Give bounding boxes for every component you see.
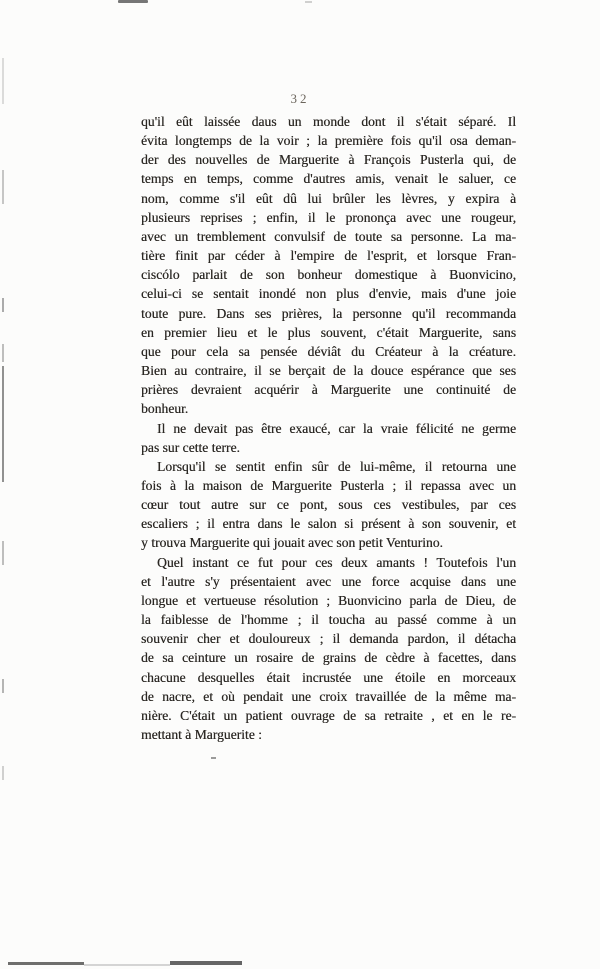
paragraph (141, 419, 516, 457)
text-line: qu'il eût laissée daus un monde dont il s'était séparé. Il (141, 114, 516, 129)
text-line: ciscólo parlait de son bonheur domestique à Buonvicino, (141, 267, 516, 283)
text-line: mettant à Marguerite : (141, 727, 262, 742)
scan-artifact-top-dot (305, 1, 312, 3)
scan-artifact-left-edge (2, 679, 4, 693)
scan-artifact-top-edge (118, 0, 148, 3)
text-line: et l'autre s'y présentaient avec une force acquise dans une (141, 573, 516, 589)
text-line: en premier lieu et le plus souvent, c'était Marguerite, sans (141, 324, 516, 340)
text-line: bonheur. (141, 401, 189, 417)
scan-artifact-left-edge (2, 366, 4, 482)
scan-artifact-bottom-line (84, 964, 170, 966)
text-line: souvenir cher et douloureux ; il demanda pardon, il détacha (141, 631, 516, 647)
text-line: nom, comme s'il eût dû lui brûler les lèvres, y expira à (141, 190, 516, 206)
text-line: celui-ci se sentait inondé non plus d'envie, mais d'une joie (141, 286, 516, 302)
scan-artifact-left-edge (2, 298, 4, 312)
text-line: de sa ceinture un rosaire de grains de cèdre à facettes, dans (141, 650, 516, 666)
text-line: chacune desquelles était incrustée une étoile en morceaux (141, 669, 516, 685)
text-line: longue et vertueuse résolution ; Buonvicino parla de Dieu, de (141, 592, 516, 608)
paragraph (141, 457, 516, 553)
body-text (141, 112, 516, 744)
paragraph (141, 553, 516, 745)
text-line: nière. C'était un patient ouvrage de sa retraite , et en le re- (141, 707, 516, 723)
scan-artifact-dash (211, 757, 216, 759)
text-line: tière finit par céder à l'empire de l'esprit, et lorsque Fran- (141, 248, 516, 264)
scan-artifact-bottom-line (170, 961, 242, 965)
scan-artifact-left-edge (2, 766, 4, 780)
text-line: de nacre, et où pendait une croix travaillée de la même ma- (141, 688, 516, 704)
text-line: prières devraient acquérir à Marguerite une continuité de (141, 382, 516, 398)
text-line: Bien au contraire, il se berçait de la douce espérance que ses (141, 363, 516, 379)
text-line: y trouva Marguerite qui jouait avec son petit Venturino. (141, 535, 443, 551)
text-line: plusieurs reprises ; enfin, il le prononça avec une rougeur, (141, 209, 516, 225)
text-line: escaliers ; il entra dans le salon si présent à son souvenir, et (141, 516, 516, 532)
text-line: cœur tout autre sur ce pont, sous ces vestibules, par ces (141, 497, 516, 513)
text-line: que pour cela sa pensée déviât du Créateur à la créature. (141, 343, 516, 359)
scan-artifact-bottom-line (8, 962, 84, 965)
text-line: der des nouvelles de Marguerite à François Pusterla qui, de (141, 152, 516, 168)
text-line: Quel instant ce fut pour ces deux amants ! Toutefois l'un (157, 554, 516, 570)
text-line: évita longtemps de la voir ; la première fois qu'il osa deman- (141, 133, 516, 149)
text-line: toute pure. Dans ses prières, la personne qu'il recommanda (141, 305, 516, 321)
page-number: 32 (290, 91, 310, 106)
scan-artifact-left-edge (2, 344, 4, 362)
paragraph (141, 112, 516, 419)
text-line: Lorsqu'il se sentit enfin sûr de lui-même, il retourna une (157, 458, 516, 474)
text-line: pas sur cette terre. (141, 439, 240, 455)
text-line: avec un tremblement convulsif de toute sa personne. La ma- (141, 228, 516, 244)
text-line: temps en temps, comme d'autres amis, venait le saluer, ce (141, 171, 516, 187)
text-line: Il ne devait pas être exaucé, car la vraie félicité ne germe (157, 420, 516, 436)
scan-artifact-left-edge (2, 541, 4, 565)
text-line: la faiblesse de l'homme ; il toucha au passé comme à un (141, 612, 516, 628)
scan-artifact-left-edge (2, 58, 4, 104)
scan-artifact-left-edge (2, 170, 4, 204)
text-line: fois à la maison de Marguerite Pusterla ; il repassa avec un (141, 477, 516, 493)
